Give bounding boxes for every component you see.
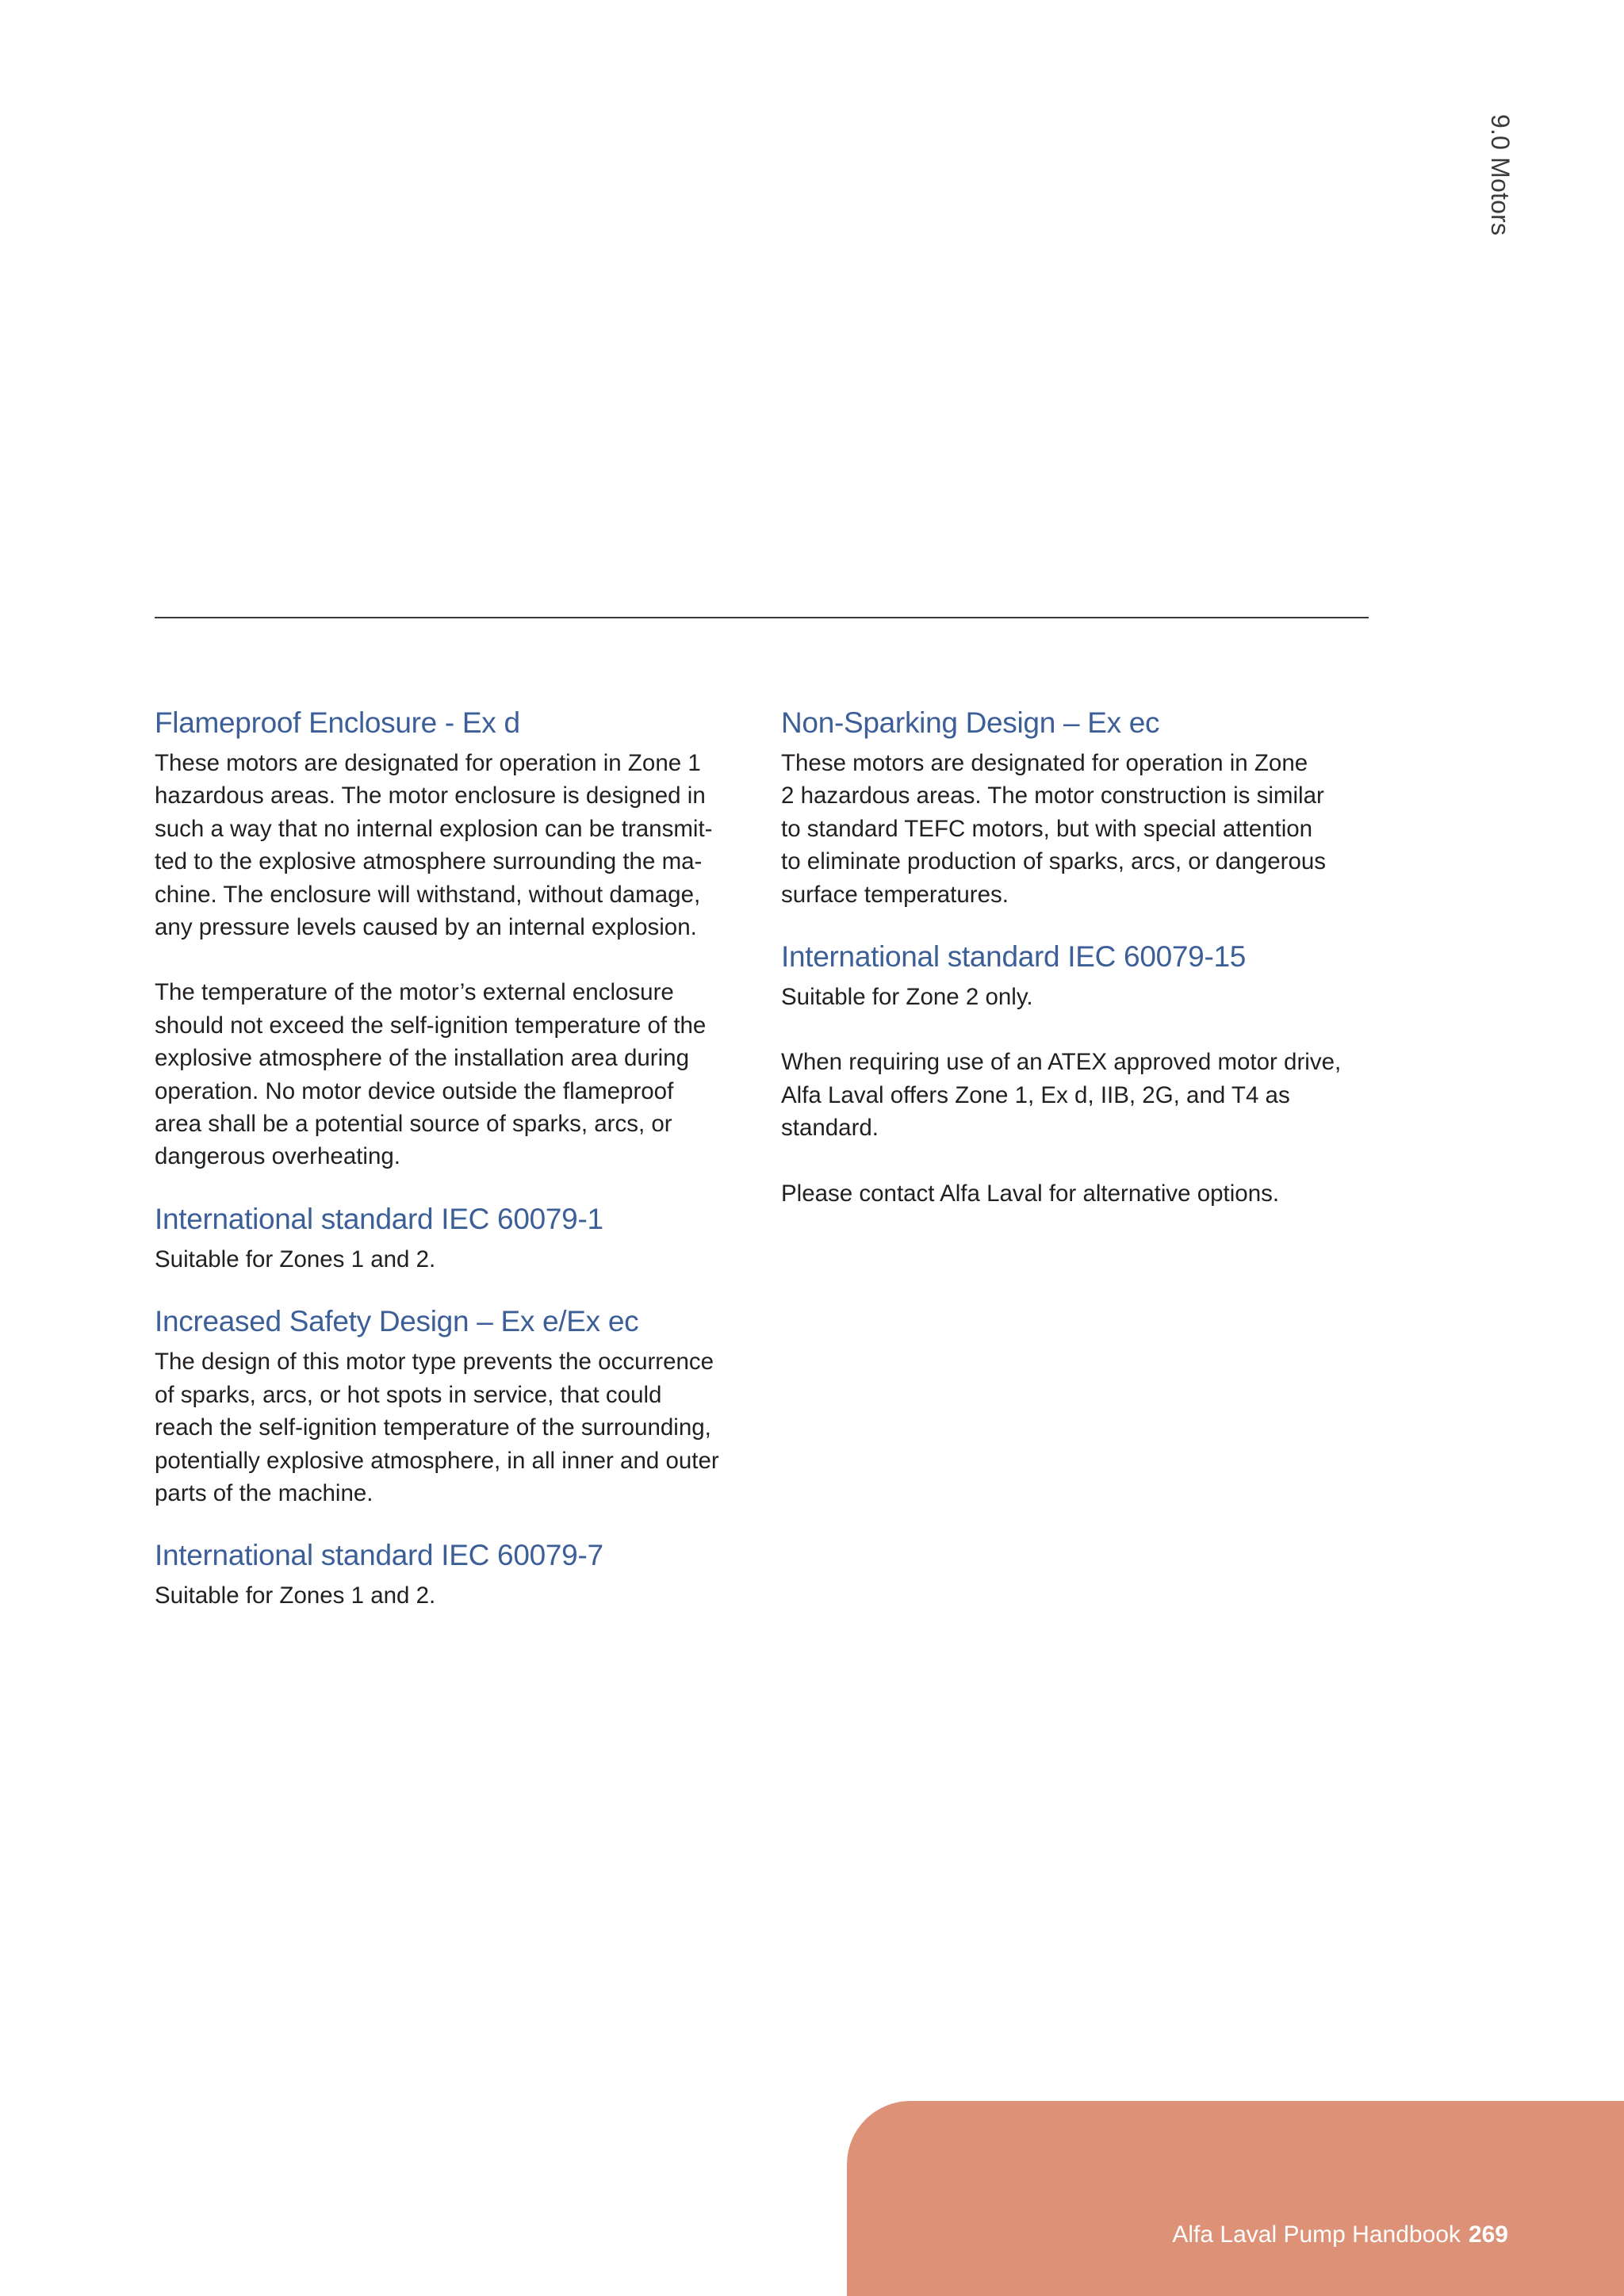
heading-iec-60079-1: International standard IEC 60079-1 [155,1202,603,1235]
paragraph-iec-60079-1: Suitable for Zones 1 and 2. [155,1246,436,1272]
footer-accent-block [847,2101,1624,2296]
spacer [155,943,741,976]
heading-flameproof: Flameproof Enclosure - Ex d [155,706,520,739]
paragraph-increased-safety: The design of this motor type prevents the occurrence of sparks, arcs, or hot spots in service, that could reach the self-ignition temperature of the surrounding, potentially explosive atmosphere, in all inner and outer parts of the machine. [155,1349,719,1506]
spacer [155,1510,741,1533]
left-column [155,701,741,1613]
heading-iec-60079-15: International standard IEC 60079-15 [781,940,1247,974]
heading-non-sparking: Non-Sparking Design – Ex ec [781,706,1160,739]
section-tab: 9.0 Motors [1486,114,1515,236]
page-number: 269 [1468,2221,1508,2248]
spacer [155,1173,741,1197]
spacer [781,1013,1368,1046]
paragraph-flameproof-2: The temperature of the motor’s external enclosure should not exceed the self-ignition temperature of the explosive atmosphere of the installation area during operation. No motor device outside the flameproof area shall be a potential source of sparks, arcs, or dangerous overheating. [155,979,707,1170]
right-column [781,701,1368,1210]
footer-title: Alfa Laval Pump Handbook [1172,2221,1461,2248]
header-divider [155,617,1369,618]
paragraph-iec-60079-7: Suitable for Zones 1 and 2. [155,1582,436,1609]
spacer [781,911,1368,935]
heading-iec-60079-7: International standard IEC 60079-7 [155,1539,603,1572]
paragraph-contact: Please contact Alfa Laval for alternative options. [781,1180,1280,1207]
spacer [781,1145,1368,1177]
paragraph-iec-60079-15: Suitable for Zone 2 only. [781,984,1033,1011]
paragraph-flameproof-1: These motors are designated for operation in Zone 1 hazardous areas. The motor enclosure is designed in such a way that no internal explosion can be transmit- ted to the explosive atmosphere surrounding the ma- chine. The enclosure will withstand, without damage, any pressure levels caused by an internal explosion. [155,750,713,941]
spacer [155,1276,741,1299]
footer [1172,2219,1508,2251]
heading-increased-safety: Increased Safety Design – Ex e/Ex ec [155,1305,639,1338]
paragraph-atex: When requiring use of an ATEX approved motor drive, Alfa Laval offers Zone 1, Ex d, IIB, 2G, and T4 as standard. [781,1049,1342,1142]
paragraph-non-sparking: These motors are designated for operation in Zone 2 hazardous areas. The motor construction is similar to standard TEFC motors, but with special attention to eliminate production of sparks, arcs, or dangerous surface temperatures. [781,750,1327,908]
